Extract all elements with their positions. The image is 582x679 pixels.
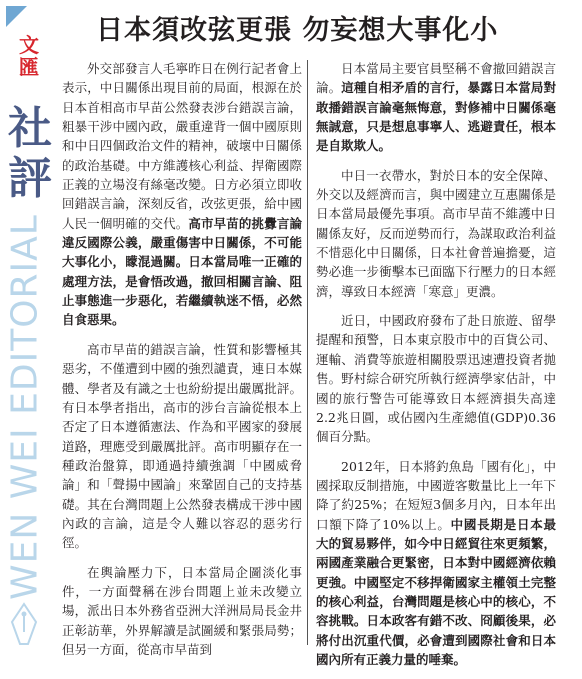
- paragraph-text: 2012年，日本將釣魚島「國有化」，中國採取反制措施，中國遊客數量比上一年下降了約25%；在短短3個多月內，日本年出口額下降了10%以上。: [316, 458, 556, 532]
- paragraph: [316, 311, 556, 446]
- paragraph-text: 外交部發言人毛寧昨日在例行記者會上表示，中日關係出現目前的局面，根源在於日本首相高市早苗公然發表涉台錯誤言論，粗暴干涉中國內政，嚴重違背一個中國原則和中日四個政治文件的精神，破壞中日關係的政治基礎。中方維護核心利益、捍衛國際正義的立場沒有絲毫改變。日方必須立即收回錯誤言論，深刻反省，改弦更張，給中國人民一個明確的交代。: [62, 61, 302, 231]
- column-divider: [307, 60, 308, 645]
- paragraph: [62, 563, 302, 660]
- paragraph-text: 在輿論壓力下，日本當局企圖淡化事件，一方面聲稱在涉台問題上並未改變立場，派出日本外務省亞洲大洋洲局局長金井正彰訪華，外界解讀是試圖緩和緊張局勢；但另一方面，從高市早苗到: [62, 564, 302, 657]
- paragraph-bold-text: 中國長期是日本最大的貿易夥伴，如今中日經貿往來更頻繁，兩國產業融合更緊密，日本對中國經濟依賴更強。中國堅定不移捍衛國家主權領土完整的核心利益，台灣問題是核心中的核心，不容挑戰。日本政客有錯不改、冏顧後果，必將付出沉重代價，必會遭到國際社會和日本國內所有正義力量的唾棄。: [316, 516, 556, 667]
- paragraph: [62, 59, 302, 330]
- vertical-brand-text: WEN WEI EDITORIAL: [4, 214, 46, 600]
- paragraph: [62, 340, 302, 553]
- brand-logo-char-2: 匯: [19, 55, 39, 79]
- paragraph: [316, 59, 556, 156]
- paragraph-text: 中日一衣帶水，對於日本的安全保障、外交以及經濟而言，與中國建立互惠關係是日本當局最優先事項。高市早苗不維護中日關係友好，反而逆勢而行，為謀取政治利益不惜惡化中日關係，日本社會普遍擔憂，這勢必進一步衝擊本已面臨下行壓力的日本經濟，導致日本經濟「寒意」更濃。: [316, 167, 556, 299]
- vertical-brand: [3, 214, 47, 600]
- left-column: [62, 59, 302, 669]
- section-title: [6, 104, 54, 204]
- corner-arrow-icon: [6, 6, 27, 27]
- right-column: [316, 59, 556, 679]
- pen-nib-icon: [9, 602, 39, 648]
- article-headline: 日本須改弦更張 勿妄想大事化小: [96, 15, 499, 46]
- paragraph-text: 近日，中國政府發布了赴日旅遊、留學提醒和預警，日本東京股市中的百貨公司、運輸、消費等旅遊相關股票迅速遭投資者拋售。野村綜合研究所執行經濟學家估計，中國的旅行警告可能導致日本經濟損失高達2.2兆日圓，或佔國內生產總值(GDP)0.36個百分點。: [316, 313, 556, 445]
- paragraph-bold-text: 高市早苗的挑釁言論違反國際公義，嚴重傷害中日關係，不可能大事化小，矇混過關。日本當局唯一正確的處理方法，是會悟改過，撤回相關言論、阻止事態進一步惡化，若繼續執迷不悟，必然自食惡果。: [62, 215, 302, 328]
- section-title-char-1: 社: [8, 103, 52, 154]
- editorial-sidebar: [0, 0, 60, 653]
- paragraph-text: 日本當局主要官員堅稱不會撤回錯誤言論。: [316, 61, 556, 96]
- paragraph-bold-text: 這種自相矛盾的言行，暴露日本當局對敢播錯誤言論毫無悔意，對修補中日關係毫無誠意，只是想息事寧人、逃避責任，根本是自欺欺人。: [316, 80, 556, 154]
- section-title-char-2: 評: [8, 153, 52, 204]
- brand-logo-char-1: 文: [19, 33, 39, 57]
- paragraph: [316, 166, 556, 301]
- paragraph: [316, 457, 556, 670]
- wenwei-logo: [9, 34, 49, 78]
- paragraph-text: 高市早苗的錯誤言論，性質和影響極其惡劣，不僅遭到中國的強烈譴責，連日本媒體、學者及有識之士也紛紛提出嚴厲批評。有日本學者指出，高市的涉台言論從根本上否定了日本遵循憲法、作為和平國家的發展道路，理應受到嚴厲批評。高市明顯存在一種政治盤算，即通過持續強調「中國威脅論」和「聲揚中國論」來鞏固自己的支持基礎。其在台灣問題上公然發表構成干涉中國內政的言論，這是令人難以容忍的惡劣行徑。: [62, 341, 302, 551]
